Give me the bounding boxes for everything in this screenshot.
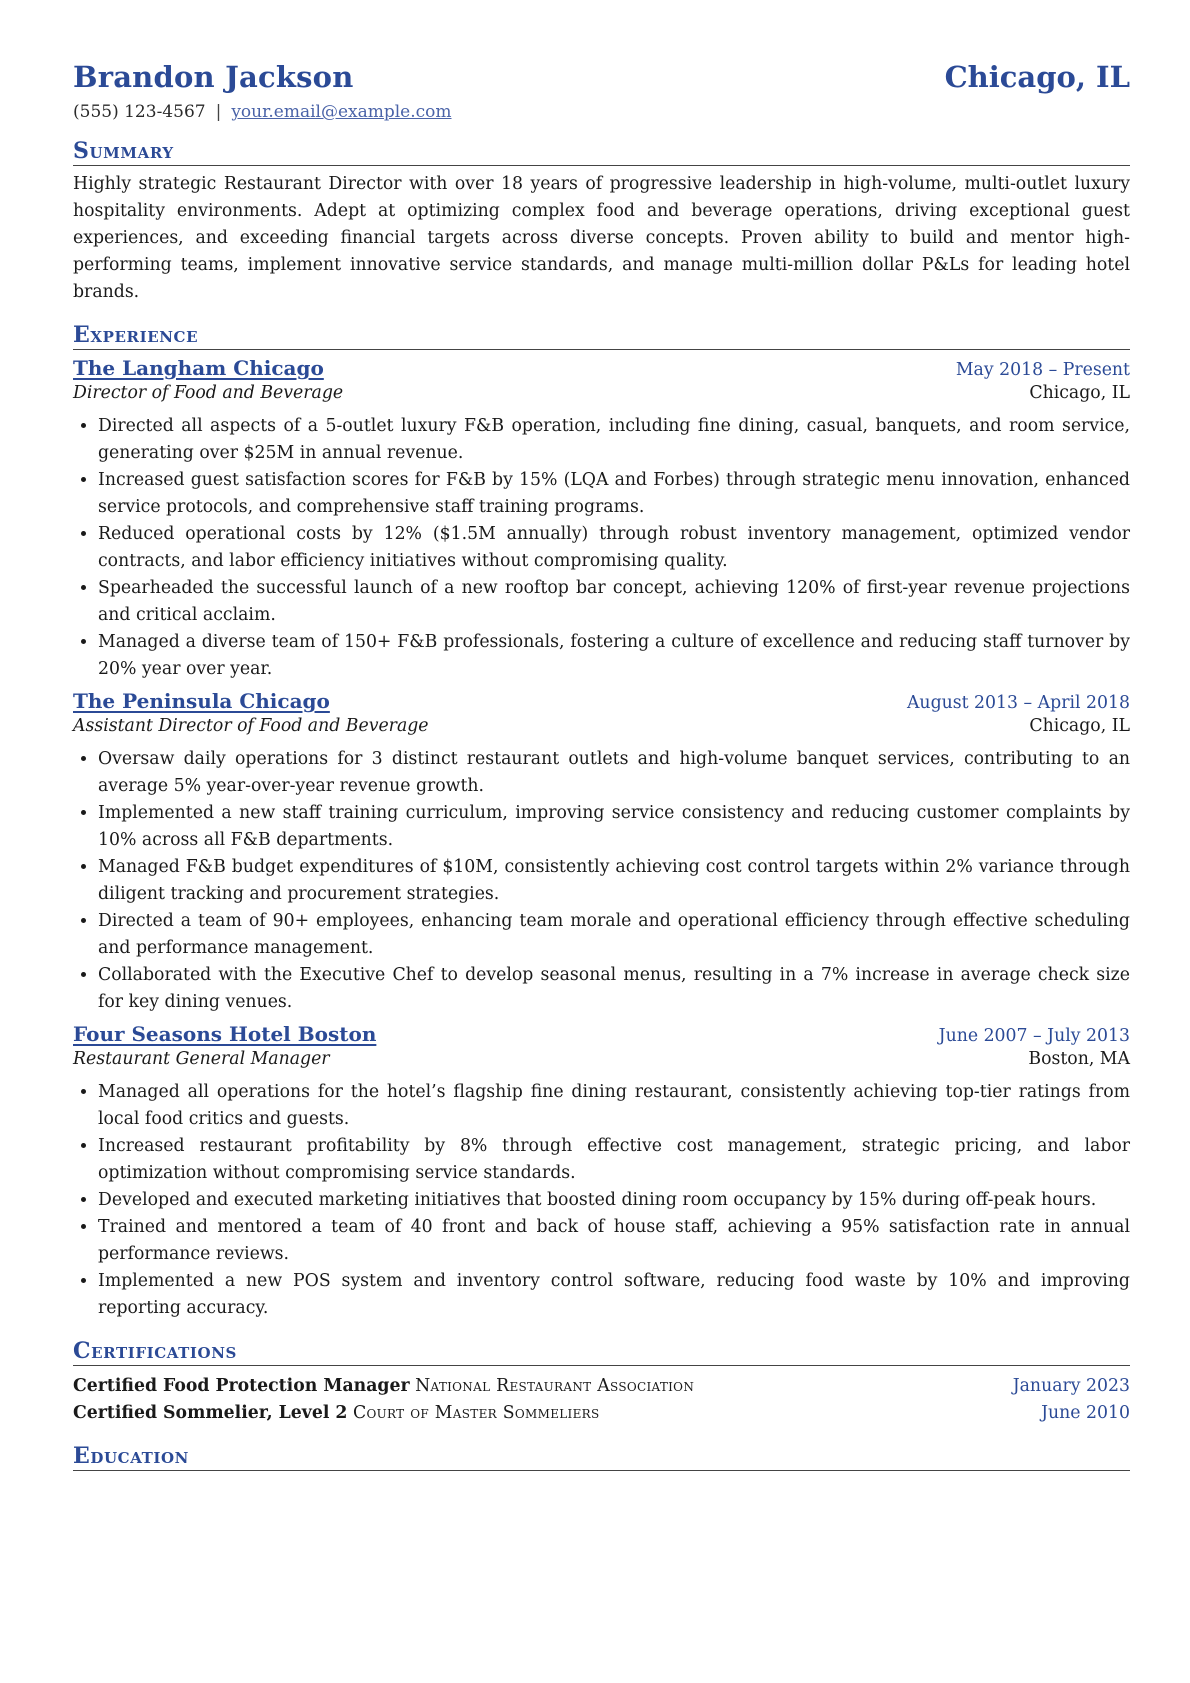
job-header-row xyxy=(73,689,1130,713)
bullet-item: • Implemented a new staff training curriculum, improving service consistency and reducing customer complaints by 10% across all F&B departments. xyxy=(98,800,1130,854)
bullet-item: • Directed a team of 90+ employees, enhancing team morale and operational efficiency through effective scheduling and performance management. xyxy=(98,908,1130,962)
job-dates: May 2018 – Present xyxy=(955,360,1130,380)
experience-heading: Experience xyxy=(73,322,1130,350)
bullet-item: • Increased restaurant profitability by 8% through effective cost management, strategic pricing, and labor optimization without compromising service standards. xyxy=(98,1133,1130,1187)
job-role-row xyxy=(73,380,1130,403)
bullet-item: • Managed all operations for the hotel’s flagship fine dining restaurant, consistently achieving top-tier ratings from local food critics and guests. xyxy=(98,1079,1130,1133)
job-role: Assistant Director of Food and Beverage xyxy=(73,716,429,736)
job-dates: August 2013 – April 2018 xyxy=(906,693,1130,713)
certification-org: Court of Master Sommeliers xyxy=(352,1403,600,1423)
bullet-item: • Managed F&B budget expenditures of $10M, consistently achieving cost control targets within 2% variance through diligent tracking and procurement strategies. xyxy=(98,854,1130,908)
certification-name: Certified Food Protection Manager xyxy=(73,1376,410,1396)
bullet-item: • Reduced operational costs by 12% ($1.5M annually) through robust inventory management, optimized vendor contracts, and labor efficiency initiatives without compromising quality. xyxy=(98,521,1130,575)
phone-number: (555) 123-4567 xyxy=(73,102,206,122)
job-role-row xyxy=(73,1046,1130,1069)
certification-org: National Restaurant Association xyxy=(415,1376,695,1396)
job-location: Chicago, IL xyxy=(1029,383,1130,403)
job-role-row xyxy=(73,713,1130,736)
bullet-item: • Implemented a new POS system and inventory control software, reducing food waste by 10% and improving reporting accuracy. xyxy=(98,1268,1130,1322)
bullet-item: • Oversaw daily operations for 3 distinct restaurant outlets and high-volume banquet services, contributing to an average 5% year-over-year revenue growth. xyxy=(98,746,1130,800)
job-role: Director of Food and Beverage xyxy=(73,383,344,403)
bullet-item: • Trained and mentored a team of 40 front and back of house staff, achieving a 95% satisfaction rate in annual performance reviews. xyxy=(98,1214,1130,1268)
employer-name[interactable]: Four Seasons Hotel Boston xyxy=(73,1022,377,1046)
summary-heading: Summary xyxy=(73,138,1130,166)
job-header-row xyxy=(73,1022,1130,1046)
bullet-item: • Directed all aspects of a 5-outlet luxury F&B operation, including fine dining, casual, banquets, and room service, generating over $25M in annual revenue. xyxy=(98,413,1130,467)
certification-date: January 2023 xyxy=(1012,1376,1130,1396)
resume-header xyxy=(73,60,1130,94)
email-link[interactable]: your.email@example.com xyxy=(231,102,452,122)
header-location: Chicago, IL xyxy=(944,60,1130,94)
job-bullets xyxy=(73,1079,1130,1322)
contact-separator: | xyxy=(215,102,222,122)
bullet-item: • Collaborated with the Executive Chef to develop seasonal menus, resulting in a 7% increase in average check size for key dining venues. xyxy=(98,962,1130,1016)
certification-date: June 2010 xyxy=(1041,1403,1130,1423)
job-location: Chicago, IL xyxy=(1029,716,1130,736)
job-entry xyxy=(73,1022,1130,1322)
education-heading: Education xyxy=(73,1443,1130,1471)
job-entry xyxy=(73,689,1130,1016)
bullet-item: • Increased guest satisfaction scores for F&B by 15% (LQA and Forbes) through strategic menu innovation, enhanced service protocols, and comprehensive staff training programs. xyxy=(98,467,1130,521)
certification-item xyxy=(73,1373,1130,1400)
job-location: Boston, MA xyxy=(1028,1049,1130,1069)
job-bullets xyxy=(73,413,1130,683)
contact-line xyxy=(73,102,1130,122)
job-dates: June 2007 – July 2013 xyxy=(938,1026,1130,1046)
certifications-list xyxy=(73,1373,1130,1427)
bullet-item: • Developed and executed marketing initiatives that boosted dining room occupancy by 15% during off-peak hours. xyxy=(98,1187,1130,1214)
certification-item xyxy=(73,1400,1130,1427)
job-role: Restaurant General Manager xyxy=(73,1049,330,1069)
job-header-row xyxy=(73,356,1130,380)
bullet-item: • Spearheaded the successful launch of a new rooftop bar concept, achieving 120% of first-year revenue projections and critical acclaim. xyxy=(98,575,1130,629)
certification-name: Certified Sommelier, Level 2 xyxy=(73,1403,348,1423)
candidate-name: Brandon Jackson xyxy=(73,60,354,94)
resume-page xyxy=(73,60,1130,1471)
certifications-heading: Certifications xyxy=(73,1338,1130,1366)
employer-name[interactable]: The Langham Chicago xyxy=(73,356,324,380)
employer-name[interactable]: The Peninsula Chicago xyxy=(73,689,330,713)
job-bullets xyxy=(73,746,1130,1016)
job-entry xyxy=(73,356,1130,683)
bullet-item: • Managed a diverse team of 150+ F&B professionals, fostering a culture of excellence and reducing staff turnover by 20% year over year. xyxy=(98,629,1130,683)
summary-text: Highly strategic Restaurant Director with over 18 years of progressive leadership in high-volume, multi-outlet luxury hospitality environments. Adept at optimizing complex food and beverage operations, driving exceptional guest experiences, and exceeding financial targets across diverse concepts. Proven ability to build and mentor high-performing teams, implement innovative service standards, and manage multi-million dollar P&Ls for leading hotel brands. xyxy=(73,174,1130,302)
